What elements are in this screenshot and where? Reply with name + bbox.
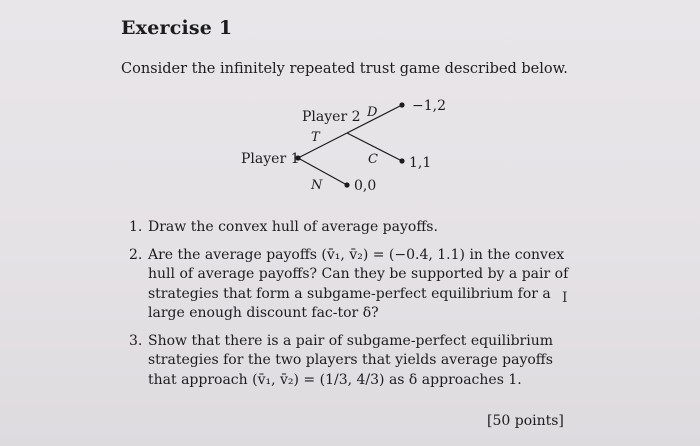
edge-label-n: N [311, 178, 323, 193]
edge-no-trust [298, 158, 347, 185]
payoff-c: 1,1 [409, 155, 432, 171]
edge-trust [298, 133, 347, 158]
question-item [129, 332, 569, 391]
edge-label-t: T [311, 130, 320, 145]
question-text: Are the average payoffs (v̄₁, v̄₂) = (−0.4, 1.1) in the convex hull of average payoffs? Can they be supported by a pair of strategies that form a subgame-perfect equilibrium for a large enough discount fac-tor δ? [148, 246, 569, 321]
player1-label: Player 1 [241, 151, 300, 167]
terminal-node-d [399, 102, 404, 107]
exercise-intro: Consider the infinitely repeated trust game described below. [121, 61, 568, 77]
text-cursor-icon: I [562, 290, 568, 306]
question-text: Draw the convex hull of average payoffs. [148, 219, 438, 235]
question-number: 2. [129, 246, 143, 263]
exercise-title: Exercise 1 [121, 17, 233, 39]
question-list [129, 218, 569, 398]
question-item [129, 218, 569, 238]
question-number: 3. [129, 332, 143, 349]
player2-label: Player 2 [302, 109, 361, 125]
terminal-node-n [344, 182, 349, 187]
points-label: [50 points] [487, 413, 564, 429]
payoff-d: −1,2 [412, 98, 446, 114]
payoff-n: 0,0 [354, 178, 377, 194]
question-text: Show that there is a pair of subgame-perfect equilibrium strategies for the two players that yields average payoffs that approach (v̄₁, v̄₂) = (1/3, 4/3) as δ approaches 1. [148, 332, 553, 388]
question-number: 1. [129, 219, 143, 235]
edge-label-d: D [367, 105, 378, 120]
terminal-node-c [399, 158, 404, 163]
edge-label-c: C [368, 152, 378, 167]
question-item [129, 246, 569, 324]
